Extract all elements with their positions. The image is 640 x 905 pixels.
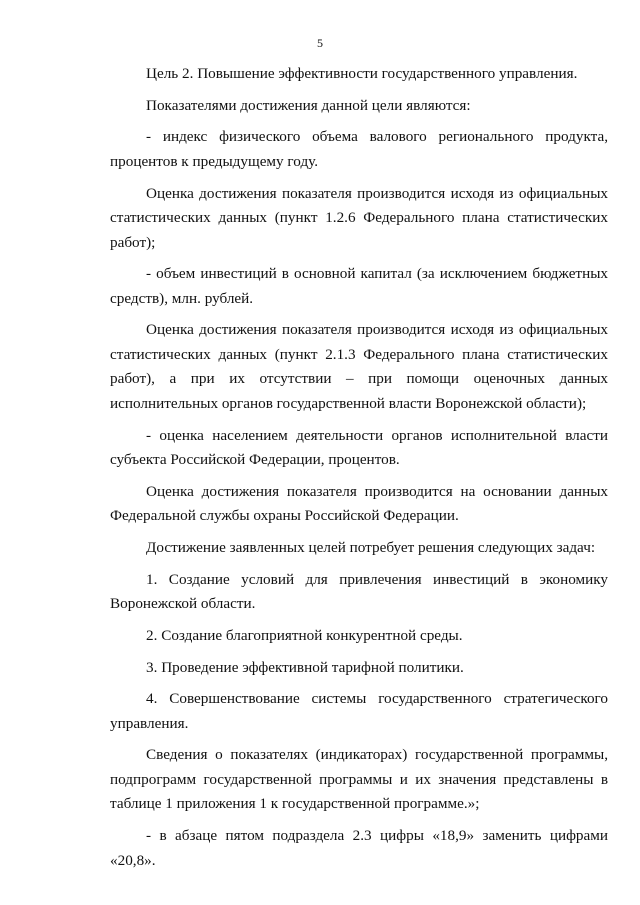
document-body <box>110 62 608 880</box>
paragraph: Достижение заявленных целей потребует решения следующих задач: <box>146 539 596 556</box>
paragraph: Сведения о показателях (индикаторах) государственной программы, подпрограмм государственной программы и их значения представлены в таблице 1 приложения 1 к государственной программе.»; <box>110 746 608 813</box>
paragraph: Показателями достижения данной цели являются: <box>146 96 471 114</box>
paragraph: 1. Создание условий для привлечения инвестиций в экономику Воронежской области. <box>110 570 608 613</box>
paragraph: Оценка достижения показателя производится исходя из официальных статистических данных (пункт 1.2.6 Федерального плана статистических работ); <box>110 184 608 251</box>
paragraph: - в абзаце пятом подраздела 2.3 цифры «18,9» заменить цифрами «20,8». <box>110 827 608 869</box>
paragraph: 3. Проведение эффективной тарифной политики. <box>146 658 464 676</box>
paragraph: Оценка достижения показателя производится на основании данных Федеральной службы охраны Российской Федерации. <box>110 482 608 525</box>
page-number: 5 <box>317 36 323 50</box>
paragraph: Цель 2. Повышение эффективности государственного управления. <box>146 65 578 82</box>
paragraph: 2. Создание благоприятной конкурентной среды. <box>146 626 463 644</box>
paragraph: Оценка достижения показателя производится исходя из официальных статистических данных (пункт 2.1.3 Федерального плана статистических работ), а при их отсутствии – при помощи оценочных данных исполнительных органов государственной власти Воронежской области); <box>110 321 608 412</box>
paragraph: - индекс физического объема валового регионального продукта, процентов к предыдущему году. <box>110 128 608 170</box>
paragraph: - оценка населением деятельности органов исполнительной власти субъекта Российской Федерации, процентов. <box>110 426 608 469</box>
paragraph: 4. Совершенствование системы государственного стратегического управления. <box>110 690 608 732</box>
paragraph: - объем инвестиций в основной капитал (за исключением бюджетных средств), млн. рублей. <box>110 265 608 307</box>
